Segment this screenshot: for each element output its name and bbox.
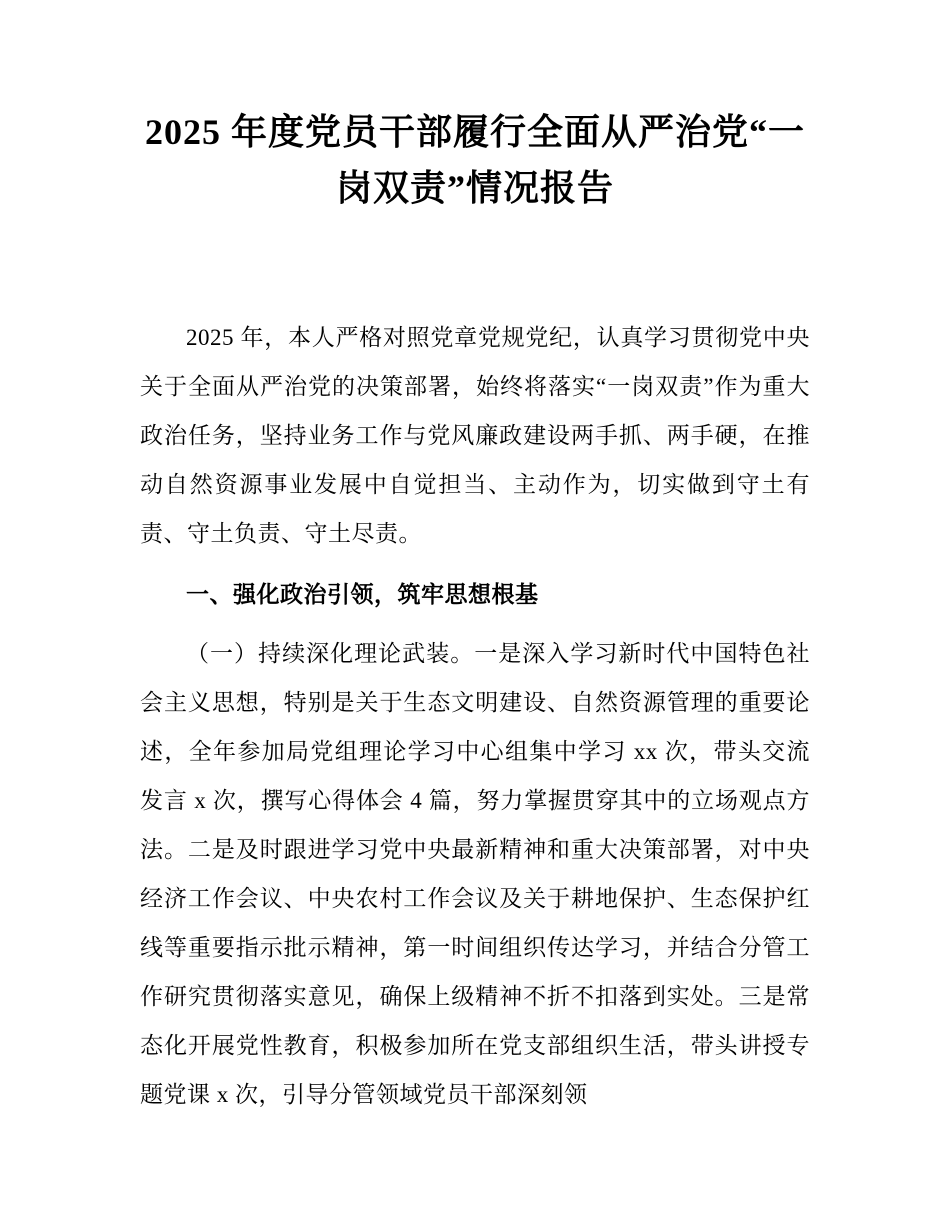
document-title: 2025 年度党员干部履行全面从严治党“一岗双责”情况报告 — [144, 112, 805, 208]
intro-paragraph: 2025 年，本人严格对照党章党规党纪，认真学习贯彻党中央关于全面从严治党的决策部署，始终将落实“一岗双责”作为重大政治任务，坚持业务工作与党风廉政建设两手抓、两手硬，在推动自然资源事业发展中自觉担当、主动作为，切实做到守土有责、守土负责、守土尽责。 — [140, 324, 810, 546]
section-heading-1: 一、强化政治引领，筑牢思想根基 — [186, 580, 539, 607]
section1-paragraph: （一）持续深化理论武装。一是深入学习新时代中国特色社会主义思想，特别是关于生态文明建设、自然资源管理的重要论述，全年参加局党组理论学习中心组集中学习 xx 次，带头交流发言 x 次，撰写心得体会 4 篇，努力掌握贯穿其中的立场观点方法。二是及时跟进学习党中央最新精神和重大决策部署，对中央经济工作会议、中央农村工作会议及关于耕地保护、生态保护红线等重要指示批示精神，第一时间组织传达学习，并结合分管工作研究贯彻落实意见，确保上级精神不折不扣落到实处。三是常态化开展党性教育，积极参加所在党支部组织生活，带头讲授专题党课 x 次，引导分管领域党员干部深刻领 — [140, 640, 810, 1107]
